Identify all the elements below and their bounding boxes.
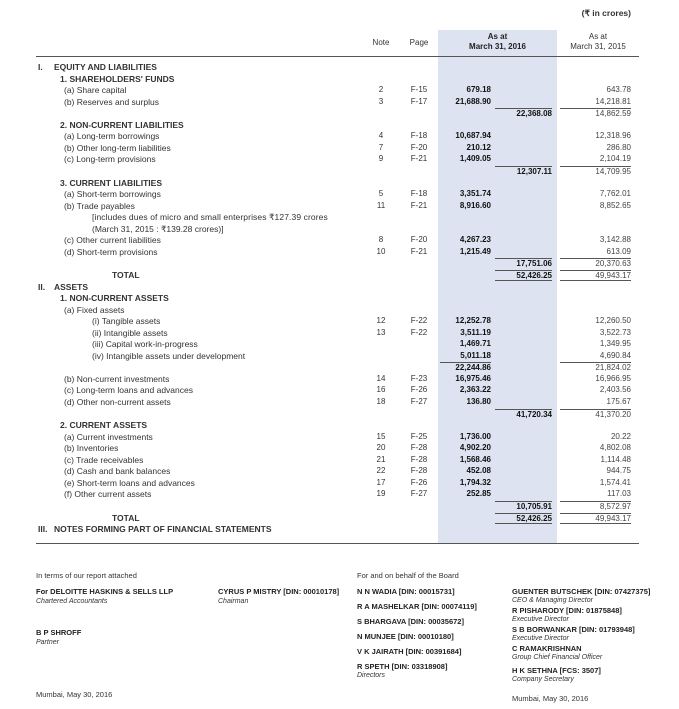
line-item-label: (i) Tangible assets (92, 316, 161, 327)
current-year-subtotal: 10,705.91 (495, 501, 552, 511)
line-item-label: (d) Other non-current assets (64, 397, 171, 407)
note-ref: 7 (378, 142, 384, 152)
section-heading: 1. NON-CURRENT ASSETS (60, 293, 169, 303)
section-numeral: II. (38, 281, 46, 292)
previous-year-value: 21,824.02 (560, 362, 631, 372)
current-year-value: 3,511.19 (460, 327, 491, 337)
section-heading: 2. NON-CURRENT LIABILITIES (60, 119, 184, 130)
auditor-firm: For DELOITTE HASKINS & SELLS LLP (36, 587, 174, 596)
previous-year-value: 20.22 (610, 431, 631, 441)
current-year-value: 1,409.05 (459, 154, 491, 164)
current-year-value: 5,011.18 (460, 350, 491, 360)
note-ref: 8 (378, 235, 384, 245)
place-date-left: Mumbai, May 30, 2016 (36, 690, 113, 699)
partner-name: B P SHROFF (36, 628, 82, 637)
director-name: N N WADIA [DIN: 00015731] (357, 587, 455, 596)
current-year-value: 679.18 (466, 85, 491, 95)
line-item-label: (b) Non-current investments (64, 373, 170, 384)
previous-year-value: 175.67 (606, 397, 631, 406)
current-year-subtotal: 17,751.06 (495, 258, 552, 268)
section-heading: EQUITY AND LIABILITIES (54, 62, 157, 72)
previous-year-value: 2,104.19 (599, 154, 631, 164)
page-ref: F-22 (410, 316, 428, 326)
current-year-value: 16,975.46 (455, 373, 491, 383)
current-year-value: 136.80 (466, 397, 491, 406)
director-name: R SPETH [DIN: 03318908] (357, 662, 448, 671)
previous-year-value: 4,690.84 (599, 350, 631, 360)
line-item-label: (c) Trade receivables (64, 454, 144, 465)
previous-year-value: 1,574.41 (599, 477, 631, 487)
note-ref: 13 (376, 327, 386, 337)
board-note: For and on behalf of the Board (357, 571, 459, 580)
page-ref: F-21 (410, 154, 428, 164)
previous-year-value: 3,522.73 (599, 327, 631, 337)
current-year-value: 8,916.60 (459, 200, 491, 210)
current-year-value: 10,687.94 (455, 131, 491, 141)
note-ref: 14 (376, 373, 386, 383)
current-year-value: 210.12 (466, 142, 491, 152)
current-year-value: 4,902.20 (459, 443, 491, 453)
current-year-value: 12,252.78 (455, 316, 491, 326)
previous-year-value: 4,802.08 (599, 443, 631, 453)
exec-role: CEO & Managing Director (512, 597, 593, 604)
previous-year-value: 14,862.59 (560, 108, 631, 118)
directors-role: Directors (357, 672, 386, 679)
previous-year-value: 49,943.17 (560, 513, 631, 524)
note-ref: 9 (378, 154, 384, 164)
line-item-label: (b) Inventories (64, 443, 119, 454)
line-item-label: (c) Other current liabilities (64, 235, 161, 246)
line-item-label: (d) Cash and bank balances (64, 466, 171, 477)
previous-year-value: 613.09 (606, 246, 631, 256)
note-ref: 16 (376, 385, 386, 395)
previous-year-value: 286.80 (606, 142, 631, 152)
note-ref: 4 (378, 131, 384, 141)
note-ref: 20 (376, 443, 386, 453)
exec-role: Executive Director (512, 635, 569, 642)
previous-year-value: 944.75 (606, 466, 631, 476)
line-item-label: (e) Short-term loans and advances (64, 477, 195, 488)
current-year-value: 1,794.32 (459, 477, 491, 487)
exec-role: Company Secretary (512, 676, 574, 683)
page-ref: F-20 (410, 235, 428, 245)
line-item-label: (iii) Capital work-in-progress (92, 339, 198, 350)
page-ref: F-27 (410, 397, 428, 406)
page-ref: F-23 (410, 373, 428, 383)
current-year-value: 1,736.00 (459, 431, 491, 441)
current-year-value: 2,363.22 (459, 385, 491, 395)
director-name: R A MASHELKAR [DIN: 00074119] (357, 602, 477, 611)
line-item-label: (a) Share capital (64, 85, 127, 96)
current-year-value: 1,469.71 (459, 339, 491, 349)
page-ref: F-20 (410, 142, 428, 152)
line-item-label: (a) Current investments (64, 431, 153, 442)
page-ref: F-28 (410, 466, 428, 476)
note-ref: 21 (376, 454, 386, 464)
page-column-header: Page (409, 38, 429, 47)
note-ref: 18 (376, 397, 386, 406)
previous-year-value: 8,852.65 (599, 200, 631, 210)
page-ref: F-26 (410, 385, 428, 395)
line-item-label: (ii) Intangible assets (92, 327, 168, 338)
exec-name: C RAMAKRISHNAN (512, 644, 582, 653)
total-label: TOTAL (112, 269, 140, 280)
chairman-role: Chairman (218, 598, 249, 605)
previous-year-value: 117.03 (607, 489, 631, 499)
previous-year-value: 14,709.95 (560, 166, 631, 176)
partner-role: Partner (36, 639, 59, 646)
previous-year-value: 41,370.20 (560, 409, 631, 419)
section-heading: 3. CURRENT LIABILITIES (60, 177, 163, 188)
previous-year-value: 16,966.95 (595, 373, 631, 383)
page-ref: F-18 (410, 131, 428, 141)
page-ref: F-26 (410, 477, 428, 487)
line-item-label: (a) Short-term borrowings (64, 189, 161, 200)
current-year-value: 452.08 (466, 466, 491, 476)
page-ref: F-22 (410, 327, 428, 337)
previous-year-value: 7,762.01 (599, 189, 631, 199)
page-ref: F-21 (410, 200, 428, 210)
line-item-label: (c) Long-term loans and advances (64, 385, 193, 396)
page-ref: F-25 (410, 431, 428, 441)
page-ref: F-15 (410, 85, 428, 95)
exec-role: Executive Director (512, 616, 569, 623)
line-item-label: (d) Short-term provisions (64, 246, 158, 257)
auditor-role: Chartered Accountants (36, 598, 108, 605)
previous-year-value: 643.78 (606, 85, 631, 95)
previous-year-value: 12,318.96 (595, 131, 631, 141)
director-name: S BHARGAVA [DIN: 00035672] (357, 617, 464, 626)
currency-unit-note: (₹ in crores) (581, 8, 631, 18)
page-ref: F-17 (410, 96, 428, 106)
note-ref: 2 (378, 85, 384, 95)
exec-name: R PISHARODY [DIN: 01875848] (512, 606, 622, 615)
table-bottom-rule (36, 543, 639, 544)
page-ref: F-18 (410, 189, 428, 199)
previous-year-value: 12,260.50 (595, 316, 631, 326)
page-ref: F-28 (410, 443, 428, 453)
previous-year-value: 20,370.63 (560, 258, 631, 268)
current-year-subtotal: 52,426.25 (495, 270, 552, 281)
previous-year-value: 1,114.48 (600, 454, 631, 464)
page-ref: F-21 (410, 246, 428, 256)
line-item-label: (March 31, 2015 : ₹139.28 crores)] (92, 223, 224, 234)
current-year-value: 252.85 (466, 489, 491, 499)
section-heading: 1. SHAREHOLDERS' FUNDS (60, 73, 175, 84)
current-year-subtotal: 52,426.25 (495, 513, 552, 524)
section-numeral: III. (38, 524, 48, 534)
note-ref: 11 (376, 200, 386, 210)
previous-year-value: 8,572.97 (560, 501, 631, 511)
section-numeral: I. (38, 62, 43, 72)
previous-year-value: 14,218.81 (595, 96, 631, 106)
previous-year-value: 2,403.56 (599, 385, 631, 395)
total-label: TOTAL (112, 512, 140, 523)
current-year-value: 4,267.23 (459, 235, 491, 245)
page-ref: F-27 (410, 489, 428, 499)
section-heading: NOTES FORMING PART OF FINANCIAL STATEMENTS (54, 524, 272, 534)
line-item-label: (b) Trade payables (64, 200, 135, 211)
note-ref: 15 (376, 431, 386, 441)
exec-role: Group Chief Financial Officer (512, 654, 603, 661)
line-item-label: (b) Reserves and surplus (64, 96, 159, 107)
current-year-header: As at March 31, 2016 (469, 32, 526, 51)
line-item-label: (b) Other long-term liabilities (64, 142, 171, 153)
chairman-name: CYRUS P MISTRY [DIN: 00010178] (218, 587, 340, 596)
note-ref: 5 (378, 189, 384, 199)
line-item-label: (a) Long-term borrowings (64, 131, 160, 142)
previous-year-header: As at March 31, 2015 (570, 32, 626, 51)
line-item-label: (f) Other current assets (64, 489, 152, 500)
previous-year-value: 1,349.95 (599, 339, 631, 349)
current-year-subtotal: 12,307.11 (495, 166, 552, 176)
exec-name: S B BORWANKAR [DIN: 01793948] (512, 625, 635, 634)
director-name: N MUNJEE [DIN: 00010180] (357, 632, 454, 641)
line-item-label: (c) Long-term provisions (64, 154, 156, 165)
current-year-value: 1,568.46 (459, 454, 491, 464)
current-year-value: 3,351.74 (459, 189, 491, 199)
line-item-label: (iv) Intangible assets under development (92, 350, 246, 361)
note-ref: 17 (376, 477, 386, 487)
note-ref: 19 (376, 489, 386, 499)
report-note: In terms of our report attached (36, 571, 137, 580)
place-date-right: Mumbai, May 30, 2016 (512, 694, 589, 703)
note-ref: 22 (376, 466, 386, 476)
note-ref: 10 (376, 246, 386, 256)
current-year-value: 1,215.49 (459, 246, 491, 256)
section-heading: ASSETS (54, 281, 89, 292)
exec-name: H K SETHNA [FCS: 3507] (512, 666, 601, 675)
line-item-label: (a) Fixed assets (64, 304, 125, 315)
previous-year-value: 3,142.88 (599, 235, 631, 245)
line-item-label: [includes dues of micro and small enterprises ₹127.39 crores (92, 212, 328, 223)
current-year-subtotal: 22,368.08 (495, 108, 552, 118)
page-ref: F-28 (410, 454, 428, 464)
note-ref: 3 (378, 96, 384, 106)
current-year-value: 21,688.90 (455, 96, 491, 106)
exec-name: GUENTER BUTSCHEK [DIN: 07427375] (512, 587, 651, 596)
director-name: V K JAIRATH [DIN: 00391684] (357, 647, 462, 656)
section-heading: 2. CURRENT ASSETS (60, 420, 148, 431)
current-year-subtotal: 41,720.34 (495, 409, 552, 419)
previous-year-value: 49,943.17 (560, 270, 631, 281)
note-column-header: Note (372, 38, 390, 47)
current-year-value: 22,244.86 (440, 362, 491, 372)
header-rule (36, 56, 639, 57)
note-ref: 12 (376, 316, 386, 326)
